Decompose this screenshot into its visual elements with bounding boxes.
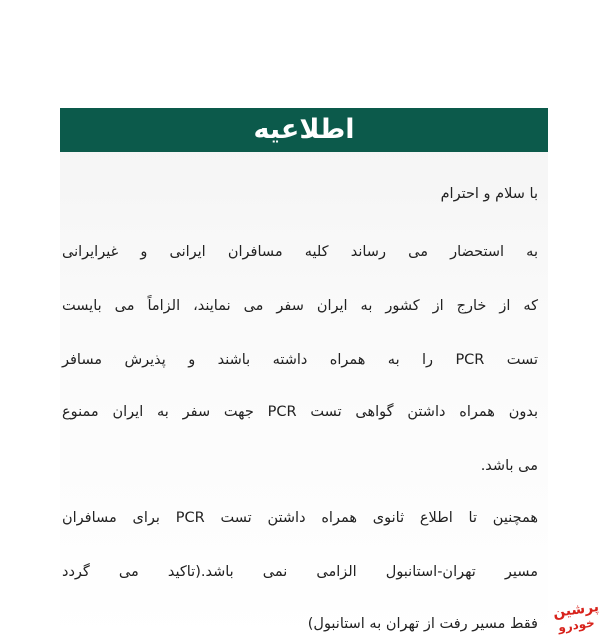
- notice-card: [60, 108, 548, 644]
- notice-title: اطلاعیه: [253, 114, 355, 145]
- notice-line: به استحضار می رساند کلیه مسافران ایرانی و غیرایرانی: [62, 244, 538, 260]
- notice-line: مسیر تهران-استانبول الزامی نمی باشد.(تاکید می گردد: [62, 564, 538, 580]
- watermark-logo: [552, 590, 600, 644]
- notice-line: بدون همراه داشتن گواهی تست PCR جهت سفر به ایران ممنوع: [62, 404, 538, 420]
- notice-greeting: با سلام و احترام: [440, 186, 538, 202]
- notice-line: تست PCR را به همراه داشته باشند و پذیرش مسافر: [62, 352, 538, 368]
- watermark-logo-bottom: خودرو: [556, 615, 596, 635]
- notice-line: فقط مسیر رفت از تهران به استانبول): [307, 616, 538, 632]
- notice-line: همچنین تا اطلاع ثانوی همراه داشتن تست PCR برای مسافران: [62, 510, 538, 526]
- notice-line: که از خارج از کشور به ایران سفر می نمایند، الزاماً می بایست: [62, 298, 538, 314]
- notice-line: می باشد.: [480, 458, 538, 474]
- notice-banner: [60, 108, 548, 152]
- watermark-logo-top: پرشین: [552, 598, 600, 622]
